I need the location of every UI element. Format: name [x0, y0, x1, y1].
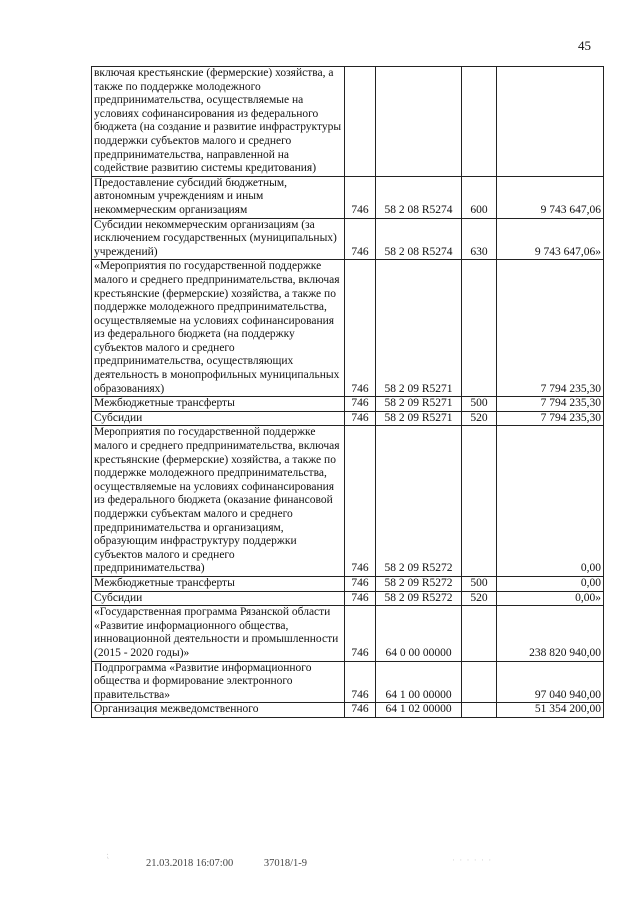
row-vr: 500 — [462, 397, 497, 412]
row-name: Межбюджетные трансферты — [92, 576, 345, 591]
table-row — [92, 703, 604, 718]
row-csr: 58 2 09 R5272 — [376, 591, 462, 606]
row-name: Субсидии — [92, 591, 345, 606]
row-vr — [462, 703, 497, 718]
row-code: 746 — [345, 703, 376, 718]
table-row — [92, 426, 604, 577]
table-row — [92, 661, 604, 703]
row-code: 746 — [345, 411, 376, 426]
row-csr: 64 1 00 00000 — [376, 661, 462, 703]
row-code: 746 — [345, 576, 376, 591]
row-csr: 58 2 09 R5272 — [376, 576, 462, 591]
row-vr — [462, 260, 497, 397]
margin-mark: ⁏ — [106, 850, 110, 860]
footer — [146, 858, 335, 869]
page-number: 45 — [578, 38, 591, 53]
row-sum: 97 040 940,00 — [497, 661, 604, 703]
table-row — [92, 606, 604, 661]
row-sum: 9 743 647,06 — [497, 176, 604, 218]
row-sum: 0,00 — [497, 576, 604, 591]
row-csr — [376, 67, 462, 177]
row-code: 746 — [345, 397, 376, 412]
table-row — [92, 397, 604, 412]
row-sum: 7 794 235,30 — [497, 260, 604, 397]
row-code: 746 — [345, 426, 376, 577]
row-csr: 58 2 09 R5271 — [376, 411, 462, 426]
row-csr: 58 2 09 R5271 — [376, 397, 462, 412]
footer-doc-id: 37018/1-9 — [263, 858, 308, 869]
table-row — [92, 176, 604, 218]
row-name: «Мероприятия по государственной поддержке малого и среднего предпринимательства, включая крестьянские (фермерские) хозяйства, а также по поддержке молодежного предпринимательства, осуществляемые на условиях софинансирования из федерального бюджета (на поддержку субъектов малого и среднего предпринимательства, осуществляющих деятельность в монопрофильных муниципальных образованиях) — [92, 260, 345, 397]
row-csr: 58 2 08 R5274 — [376, 176, 462, 218]
row-csr: 58 2 09 R5271 — [376, 260, 462, 397]
row-name: Субсидии некоммерческим организациям (за исключением государственных (муниципальных) учреждений) — [92, 218, 345, 260]
row-csr: 58 2 08 R5274 — [376, 218, 462, 260]
row-sum: 0,00» — [497, 591, 604, 606]
row-code: 746 — [345, 218, 376, 260]
row-name: Организация межведомственного — [92, 703, 345, 718]
row-vr: 520 — [462, 591, 497, 606]
table-row — [92, 218, 604, 260]
row-sum: 7 794 235,30 — [497, 397, 604, 412]
row-name: Субсидии — [92, 411, 345, 426]
row-sum: 7 794 235,30 — [497, 411, 604, 426]
table-row — [92, 576, 604, 591]
row-csr: 64 1 02 00000 — [376, 703, 462, 718]
table-row — [92, 411, 604, 426]
row-name: Подпрограмма «Развитие информационного общества и формирование электронного правительства» — [92, 661, 345, 703]
table-row — [92, 67, 604, 177]
table-row — [92, 260, 604, 397]
row-code: 746 — [345, 260, 376, 397]
row-vr — [462, 426, 497, 577]
row-vr: 630 — [462, 218, 497, 260]
row-vr: 500 — [462, 576, 497, 591]
row-name: «Государственная программа Рязанской области «Развитие информационного общества, инновационной деятельности и промышленности (2015 - 2020 годы)» — [92, 606, 345, 661]
budget-table — [91, 66, 604, 718]
row-vr — [462, 67, 497, 177]
row-csr: 58 2 09 R5272 — [376, 426, 462, 577]
row-sum — [497, 67, 604, 177]
row-name: Мероприятия по государственной поддержке малого и среднего предпринимательства, включая крестьянские (фермерские) хозяйства, а также по поддержке молодежного предпринимательства, осуществляемые на условиях софинансирования из федерального бюджета (оказание финансовой поддержки субъектам малого и среднего предпринимательства и организациям, образующим инфраструктуру поддержки субъектов малого и среднего предпринимательства) — [92, 426, 345, 577]
row-sum: 51 354 200,00 — [497, 703, 604, 718]
row-csr: 64 0 00 00000 — [376, 606, 462, 661]
row-name: включая крестьянские (фермерские) хозяйства, а также по поддержке молодежного предпринимательства, осуществляемые на условиях софинансирования из федерального бюджета (на создание и развитие инфраструктуры поддержки субъектов малого и среднего предпринимательства, направленной на содействие развитию системы кредитования) — [92, 67, 345, 177]
row-code: 746 — [345, 176, 376, 218]
row-code: 746 — [345, 606, 376, 661]
row-vr: 520 — [462, 411, 497, 426]
faded-stamp: · · · · · · — [452, 855, 493, 865]
row-vr — [462, 661, 497, 703]
table-row — [92, 591, 604, 606]
row-name: Предоставление субсидий бюджетным, автономным учреждениям и иным некоммерческим организациям — [92, 176, 345, 218]
row-code: 746 — [345, 661, 376, 703]
footer-datetime: 21.03.2018 16:07:00 — [146, 858, 234, 869]
row-sum: 238 820 940,00 — [497, 606, 604, 661]
row-sum: 0,00 — [497, 426, 604, 577]
row-vr — [462, 606, 497, 661]
row-name: Межбюджетные трансферты — [92, 397, 345, 412]
row-vr: 600 — [462, 176, 497, 218]
row-sum: 9 743 647,06» — [497, 218, 604, 260]
row-code: 746 — [345, 591, 376, 606]
row-code — [345, 67, 376, 177]
budget-table-body — [92, 67, 604, 718]
